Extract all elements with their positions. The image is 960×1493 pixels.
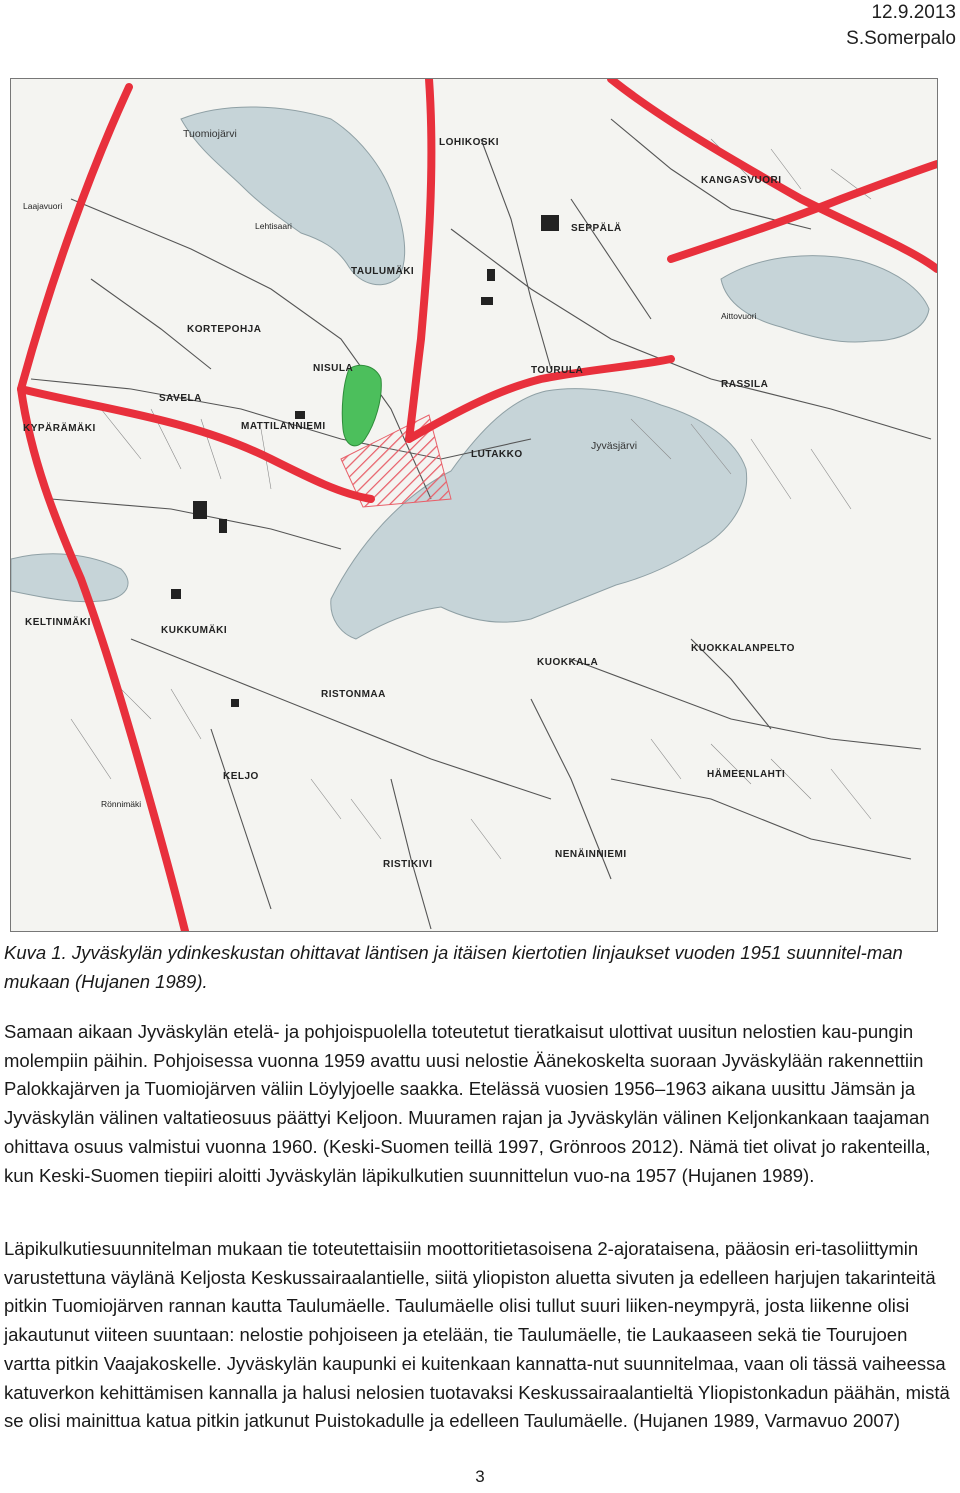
label-keljo: KELJO [223, 771, 259, 782]
label-nisula: NISULA [313, 363, 354, 374]
label-kyparamaki: KYPÄRÄMÄKI [23, 423, 96, 434]
header-date: 12.9.2013 [871, 2, 956, 23]
paragraph-2: Läpikulkutiesuunnitelman mukaan tie toteutettaisiin moottoritietasoisena 2-ajorataisena, pääosin eri-tasoliittymin varustettuna väylänä Keljosta Keskussairaalantielle, siitä yliopiston aluetta sivuten ja edelleen harjujen takarinteitä pitkin Tuomiojärven rannan kautta Taulumäelle. Taulumäelle olisi tullut suuri liiken-neympyrä, josta liikenne olisi jakautunut viiteen suuntaan: nelostie pohjoiseen ja etelään, tie Taulumäelle, tie Laukaaseen sekä tie Tourujoen vartta pitkin Vaajakoskelle. Jyväskylän kaupunki ei kuitenkaan kannatta-nut suunnitelmaa, vaan oli tässä vaiheessa katuverkon kehittämisen kannalla ja halusi nelosien tuotavaksi Keskussairaalantieltä Yliopistonkadun päähän, mistä se olisi mainittua katua pitkin jatkunut Puistokadulle ja edelleen Taulumäelle. (Hujanen 1989, Varmavuo 2007) [4, 1238, 950, 1432]
label-aittovuori: Aittovuori [721, 311, 757, 321]
page-number: 3 [475, 1467, 485, 1486]
label-taulumaki: TAULUMÄKI [351, 266, 415, 277]
label-nenainniemi: NENÄINNIEMI [555, 849, 627, 860]
label-ristikivi: RISTIKIVI [383, 859, 433, 870]
label-lehtisaari: Lehtisaari [255, 221, 292, 231]
label-kuokkala: KUOKKALA [537, 657, 599, 668]
label-ristonmaa: RISTONMAA [321, 689, 386, 700]
paragraph-1: Samaan aikaan Jyväskylän etelä- ja pohjoispuolella toteutetut tieratkaisut ulottivat uusitun nelostien kau-pungin molempiin päihin. Pohjoisessa vuonna 1959 avattu uusi nelostie Äänekoskelta suoraan Jyväskylään rakennettiin Palokkajärven ja Tuomiojärven väliin Löylyjoelle saakka. Etelässä vuosien 1956–1963 aikana uusittu Jämsän ja Jyväskylän välinen valtatieosuus päättyi Keljoon. Muuramen rajan ja Jyväskylän välinen Keljonkankaan taajaman ohittava osuus valmistui vuonna 1960. (Keski-Suomen teillä 1997, Grönroos 2012). Nämä tiet olivat jo rakenteilla, kun Keski-Suomen tiepiiri aloitti Jyväskylän läpikulkutien suunnittelun vuo-na 1957 (Hujanen 1989). [4, 1021, 931, 1186]
figure-caption: Kuva 1. Jyväskylän ydinkeskustan ohittavat läntisen ja itäisen kiertotien linjaukset vuoden 1951 suunnitel-man mukaan (Hujanen 1989). [4, 942, 903, 992]
label-savela: SAVELA [159, 393, 202, 404]
label-lutakko: LUTAKKO [471, 449, 523, 460]
map-drawing [11, 79, 937, 931]
label-laajavuori: Laajavuori [23, 201, 63, 211]
label-rassila: RASSILA [721, 379, 769, 390]
label-lohikoski: LOHIKOSKI [439, 137, 500, 148]
page-header [846, 0, 956, 52]
label-kangasvuori: KANGASVUORI [701, 175, 782, 186]
city-map [10, 78, 938, 932]
label-kukkumaki: KUKKUMÄKI [161, 625, 228, 636]
label-kortepohja: KORTEPOHJA [187, 324, 262, 335]
label-ronnimaki: Rönnimäki [101, 799, 142, 809]
label-seppala: SEPPÄLÄ [571, 223, 622, 234]
label-mattilanniemi: MATTILANNIEMI [241, 421, 326, 432]
label-jyvasjarvi: Jyväsjärvi [591, 440, 638, 452]
label-kuokkalanpelto: KUOKKALANPELTO [691, 643, 795, 654]
label-hameenlahti: HÄMEENLAHTI [707, 769, 786, 780]
label-tourula: TOURULA [531, 365, 584, 376]
label-keltinmaki: KELTINMÄKI [25, 617, 91, 628]
header-author: S.Somerpalo [846, 28, 956, 49]
label-tuomiojarvi: Tuomiojärvi [183, 128, 237, 140]
